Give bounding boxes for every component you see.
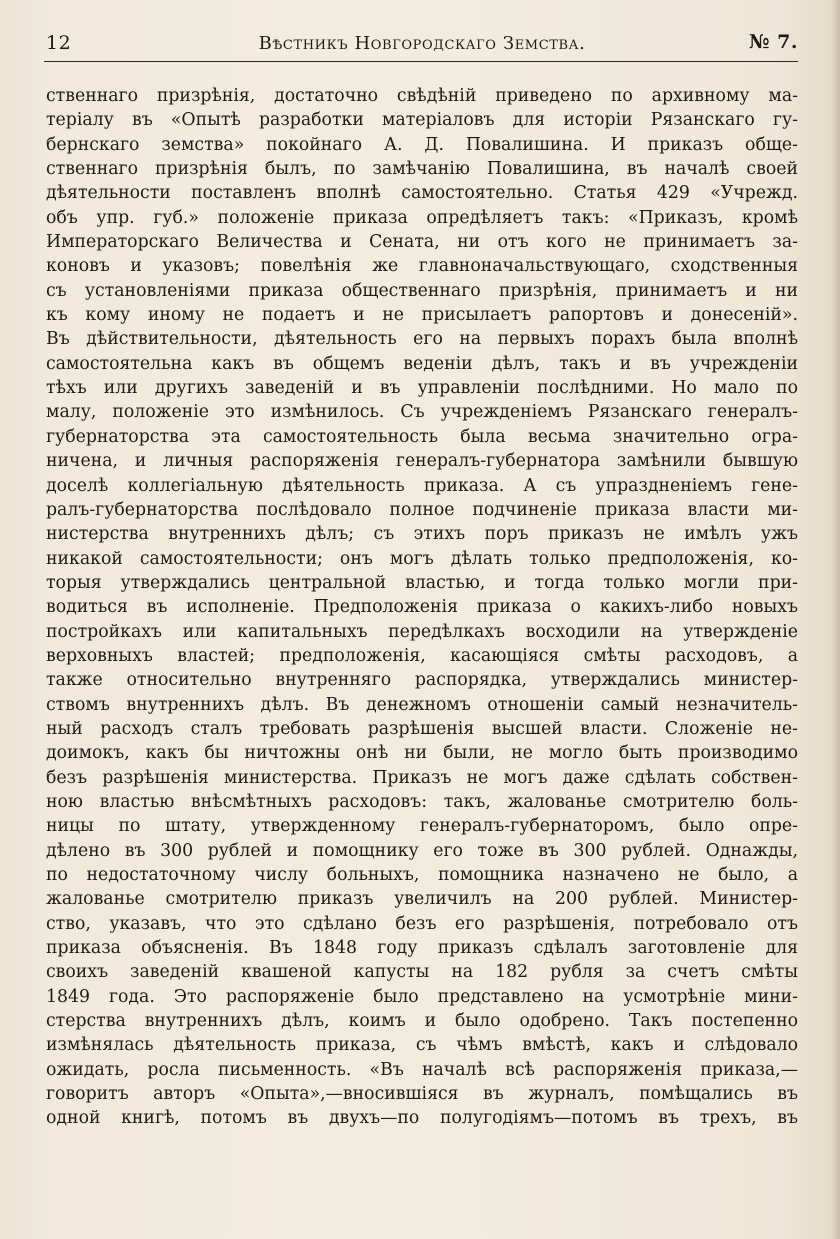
text-line: стерства внутреннихъ дѣлъ, коимъ и было одобрено. Такъ постепенно <box>46 1011 798 1032</box>
text-line: одной книгѣ, потомъ въ двухъ—по полугодіямъ—потомъ въ трехъ, въ <box>46 1108 798 1129</box>
text-line: коновъ и указовъ; повелѣнія же главноначальствующаго, сходственныя <box>46 256 798 277</box>
text-line: доселѣ коллегіальную дѣятельность приказа. А съ упраздненіемъ гене- <box>46 475 798 496</box>
text-line: 1849 года. Это распоряженіе было представлено на усмотрѣніе мини- <box>46 986 798 1007</box>
header-rule <box>44 61 798 62</box>
text-line: ственнаго призрѣнія, достаточно свѣдѣній приведено по архивному ма- <box>46 86 798 106</box>
text-line: также относительно внутренняго распорядка, утверждались министер- <box>46 670 798 691</box>
text-line: ствомъ внутреннихъ дѣлъ. Въ денежномъ отношеніи самый незначитель- <box>46 694 798 715</box>
text-line: никакой самостоятельности; онъ могъ дѣлать только предположенія, ко- <box>46 548 798 569</box>
running-title: Вѣстникъ Новгородскаго Земства. <box>258 33 586 54</box>
text-line: губернаторства эта самостоятельность была весьма значительно огра- <box>46 426 798 447</box>
text-line: нистерства внутреннихъ дѣлъ; съ этихъ поръ приказъ не имѣлъ ужъ <box>46 524 798 545</box>
text-line: ственнаго призрѣнія былъ, по замѣчанію Повалишина, въ началѣ своей <box>46 159 798 180</box>
text-line: постройкахъ или капитальныхъ передѣлкахъ восходили на утвержденіе <box>46 621 798 642</box>
text-line: ною властью внѣсмѣтныхъ расходовъ: такъ, жалованье смотрителю боль- <box>46 791 798 812</box>
text-line: объ упр. губ.» положеніе приказа опредѣляетъ такъ: «Приказъ, кромѣ <box>46 207 798 228</box>
text-line: приказа объясненія. Въ 1848 году приказъ сдѣлалъ заготовленіе для <box>46 938 798 959</box>
text-line: съ установленіями приказа общественнаго призрѣнія, принимаетъ и ни <box>46 280 798 301</box>
text-line: теріалу въ «Опытѣ разработки матеріаловъ для исторіи Рязанскаго гу- <box>46 110 798 131</box>
text-line: Въ дѣйствительности, дѣятельность его на первыхъ порахъ была вполнѣ <box>46 329 798 350</box>
running-header <box>46 30 798 60</box>
text-line: говоритъ авторъ «Опыта»,—вносившіяся въ журналъ, помѣщались въ <box>46 1084 798 1105</box>
body-text <box>46 84 798 1131</box>
text-line: измѣнялась дѣятельность приказа, съ чѣмъ вмѣстѣ, какъ и слѣдовало <box>46 1035 798 1056</box>
issue-number: № 7. <box>748 31 798 53</box>
text-line: безъ разрѣшенія министерства. Приказъ не могъ даже сдѣлать собствен- <box>46 767 798 788</box>
page-edge-shadow <box>830 0 840 1239</box>
text-line: ницы по штату, утвержденному генералъ-губернаторомъ, было опре- <box>46 816 798 837</box>
text-line: торыя утверждались центральной властью, и тогда только могли при- <box>46 572 798 593</box>
text-line: ничена, и личныя распоряженія генералъ-губернатора замѣнили бывшую <box>46 451 798 472</box>
text-line: верховныхъ властей; предположенія, касающіяся смѣты расходовъ, а <box>46 645 798 666</box>
text-line: бернскаго земства» покойнаго А. Д. Повалишина. И приказъ обще- <box>46 134 798 155</box>
text-line: къ кому иному не подаетъ и не присылаетъ рапортовъ и донесеній». <box>46 305 798 326</box>
text-line: по недостаточному числу больныхъ, помощника назначено не было, а <box>46 865 798 885</box>
text-line: малу, положеніе это измѣнилось. Съ учрежденіемъ Рязанскаго генералъ- <box>46 402 798 423</box>
text-line: Императорскаго Величества и Сената, ни отъ кого не принимаетъ за- <box>46 232 798 253</box>
text-line: ожидать, росла письменность. «Въ началѣ всѣ распоряженія приказа,— <box>46 1059 798 1080</box>
text-line: водиться въ исполненіе. Предположенія приказа о какихъ-либо новыхъ <box>46 597 798 618</box>
text-line: своихъ заведеній квашеной капусты на 182 рубля за счетъ смѣты <box>46 962 798 983</box>
text-line: дѣятельности поставленъ вполнѣ самостоятельно. Статья 429 «Учрежд. <box>46 183 798 204</box>
text-line: дѣлено въ 300 рублей и помощнику его тоже въ 300 рублей. Однажды, <box>46 840 798 861</box>
page-number: 12 <box>46 32 72 54</box>
text-line: самостоятельна какъ въ общемъ веденіи дѣлъ, такъ и въ учрежденіи <box>46 353 798 374</box>
text-line: жалованье смотрителю приказъ увеличилъ на 200 рублей. Министер- <box>46 889 798 910</box>
text-line: доимокъ, какъ бы ничтожны онѣ ни были, не могло быть производимо <box>46 743 798 764</box>
text-line: ралъ-губернаторства послѣдовало полное подчиненіе приказа власти ми- <box>46 499 798 520</box>
text-line: ство, указавъ, что это сдѣлано безъ его разрѣшенія, потребовало отъ <box>46 913 798 934</box>
text-line: ный расходъ сталъ требовать разрѣшенія высшей власти. Сложеніе не- <box>46 718 798 739</box>
text-line: тѣхъ или другихъ заведеній и въ управленіи послѣдними. Но мало по <box>46 378 798 399</box>
